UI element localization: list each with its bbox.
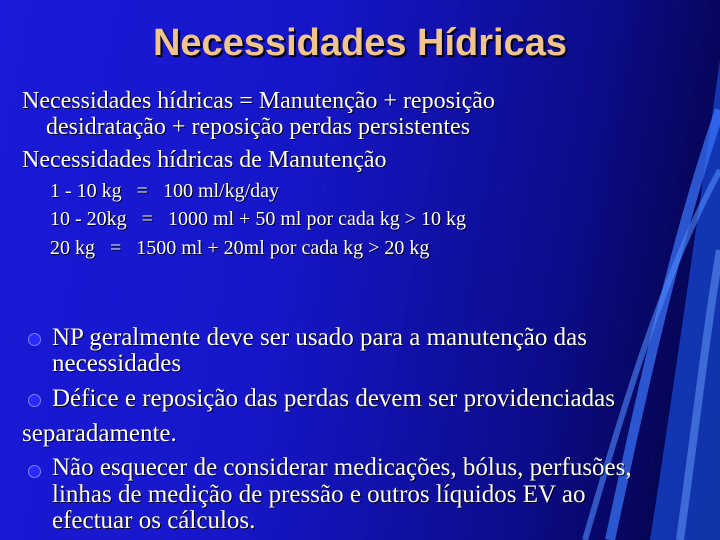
bullet-3-line-3: efectuar os cálculos. xyxy=(52,507,256,534)
maintenance-heading: Necessidades hídricas de Manutenção xyxy=(22,147,387,173)
maintenance-row: 1 - 10 kg = 100 ml/kg/day xyxy=(50,180,280,202)
maintenance-row: 20 kg = 1500 ml + 20ml por cada kg > 20 kg xyxy=(50,237,430,259)
formula-line-1: Necessidades hídricas = Manutenção + reposição xyxy=(22,88,495,114)
bullet-icon xyxy=(28,333,41,346)
bullet-icon xyxy=(28,465,41,478)
bullet-1-line-2: necessidades xyxy=(52,350,182,377)
bullet-3-line-1: Não esquecer de considerar medicações, bólus, perfusões, xyxy=(52,454,632,481)
formula-line-2: desidratação + reposição perdas persistentes xyxy=(46,114,471,140)
bullet-2-line-2: separadamente. xyxy=(22,420,177,447)
slide-title: Necessidades Hídricas xyxy=(152,22,567,64)
bullet-icon xyxy=(28,394,41,407)
bullet-2-line-1: Défice e reposição das perdas devem ser providenciadas xyxy=(52,385,615,412)
bullet-3-line-2: linhas de medição de pressão e outros líquidos EV ao xyxy=(52,481,586,508)
maintenance-row: 10 - 20kg = 1000 ml + 50 ml por cada kg > 10 kg xyxy=(50,208,467,230)
bullet-1-line-1: NP geralmente deve ser usado para a manutenção das xyxy=(52,324,587,351)
